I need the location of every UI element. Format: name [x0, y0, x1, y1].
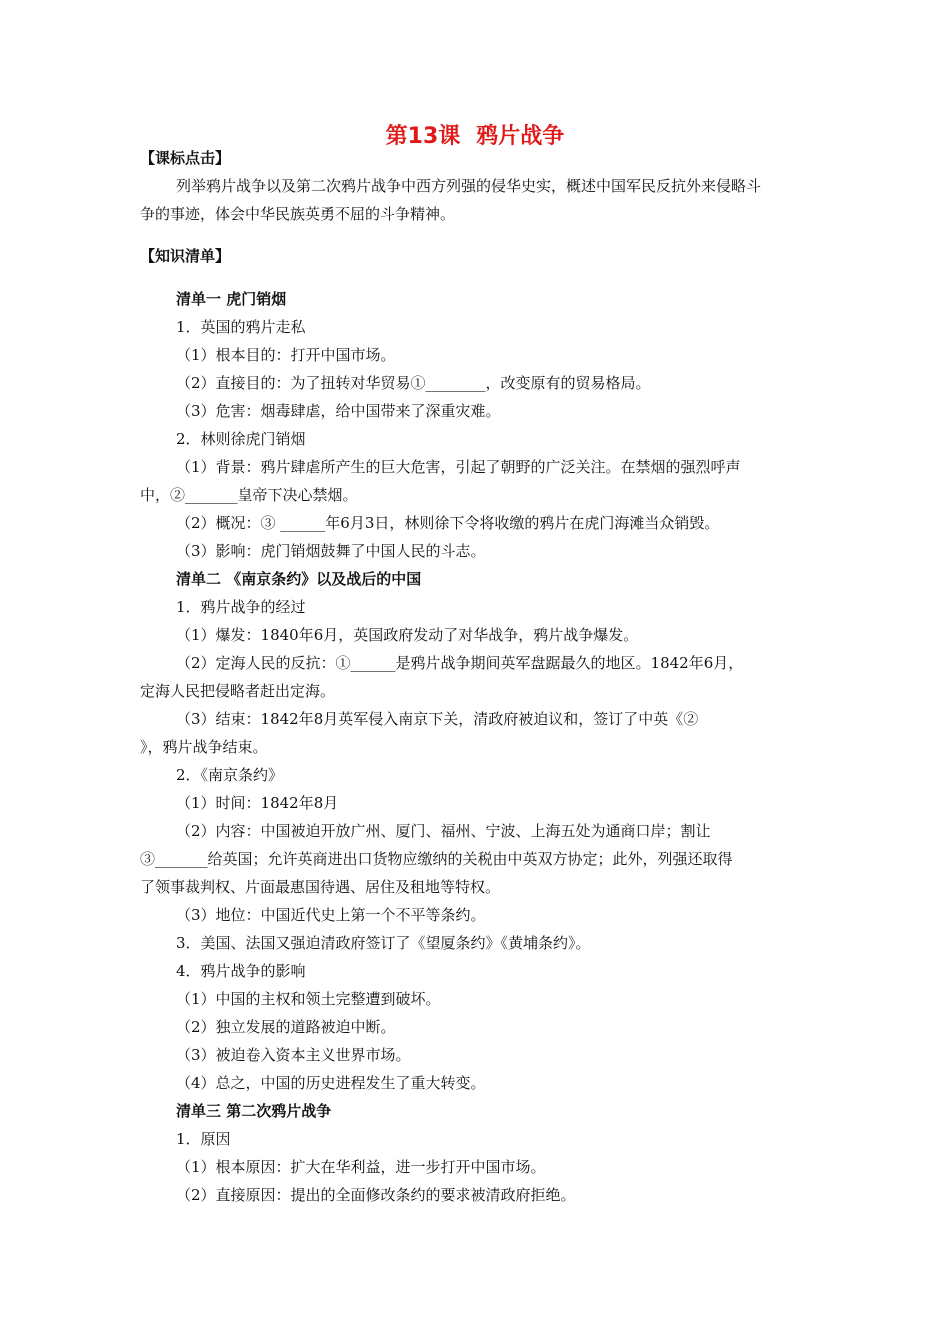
list-item: 4．鸦片战争的影响 [176, 962, 306, 980]
list-heading-1: 清单一 虎门销烟 [176, 290, 287, 308]
list-heading-3: 清单三 第二次鸦片战争 [176, 1102, 332, 1120]
list-item: （4）总之，中国的历史进程发生了重大转变。 [176, 1074, 486, 1092]
list-item: （1）中国的主权和领土完整遭到破坏。 [176, 990, 441, 1008]
list-item: 》，鸦片战争结束。 [140, 738, 268, 756]
list-item: 1．英国的鸦片走私 [176, 318, 306, 336]
list-item: （3）被迫卷入资本主义世界市场。 [176, 1046, 411, 1064]
list-item: （2）独立发展的道路被迫中断。 [176, 1018, 396, 1036]
list-item: 2．林则徐虎门销烟 [176, 430, 306, 448]
section-heading-zhishi: 【知识清单】 [140, 247, 231, 265]
list-item: （1）根本原因：扩大在华利益，进一步打开中国市场。 [176, 1158, 546, 1176]
list-item: （2）内容：中国被迫开放广州、厦门、福州、宁波、上海五处为通商口岸；割让 [176, 822, 711, 840]
lesson-number: 第13课 [385, 124, 461, 149]
list-item: ③_______给英国；允许英商进出口货物应缴纳的关税由中英双方协定；此外，列强还取得 [140, 850, 733, 868]
list-heading-2: 清单二 《南京条约》以及战后的中国 [176, 570, 422, 588]
list-item: 中，②_______皇帝下决心禁烟。 [140, 486, 358, 504]
list-item: （3）危害：烟毒肆虐，给中国带来了深重灾难。 [176, 402, 501, 420]
list-item: （2）定海人民的反抗：①______是鸦片战争期间英军盘踞最久的地区。1842年6月， [176, 654, 744, 672]
lesson-name: 鸦片战争 [476, 124, 565, 149]
list-item: （2）概况：③ ______年6月3日，林则徐下令将收缴的鸦片在虎门海滩当众销毁。 [176, 514, 720, 532]
section-heading-kebiao: 【课标点击】 [140, 149, 231, 167]
list-item: 3．美国、法国又强迫清政府签订了《望厦条约》《黄埔条约》。 [176, 934, 591, 952]
list-item: （1）根本目的：打开中国市场。 [176, 346, 396, 364]
list-item: （2）直接原因：提出的全面修改条约的要求被清政府拒绝。 [176, 1186, 576, 1204]
list-item: 1．原因 [176, 1130, 231, 1148]
list-item: （3）影响：虎门销烟鼓舞了中国人民的斗志。 [176, 542, 486, 560]
kebiao-text-line: 列举鸦片战争以及第二次鸦片战争中西方列强的侵华史实，概述中国军民反抗外来侵略斗 [176, 177, 762, 195]
list-item: 定海人民把侵略者赶出定海。 [140, 682, 336, 700]
list-item: （1）爆发：1840年6月，英国政府发动了对华战争，鸦片战争爆发。 [176, 626, 639, 644]
list-item: （3）结束：1842年8月英军侵入南京下关，清政府被迫议和，签订了中英《② [176, 710, 699, 728]
list-item: （2）直接目的：为了扭转对华贸易①________，改变原有的贸易格局。 [176, 374, 651, 392]
list-item: 2．《南京条约》 [176, 766, 284, 784]
list-item: （1）背景：鸦片肆虐所产生的巨大危害，引起了朝野的广泛关注。在禁烟的强烈呼声 [176, 458, 741, 476]
list-item: （3）地位：中国近代史上第一个不平等条约。 [176, 906, 486, 924]
list-item: 1．鸦片战争的经过 [176, 598, 306, 616]
kebiao-text-line: 争的事迹，体会中华民族英勇不屈的斗争精神。 [140, 205, 456, 223]
list-item: （1）时间：1842年8月 [176, 794, 339, 812]
list-item: 了领事裁判权、片面最惠国待遇、居住及租地等特权。 [140, 878, 501, 896]
